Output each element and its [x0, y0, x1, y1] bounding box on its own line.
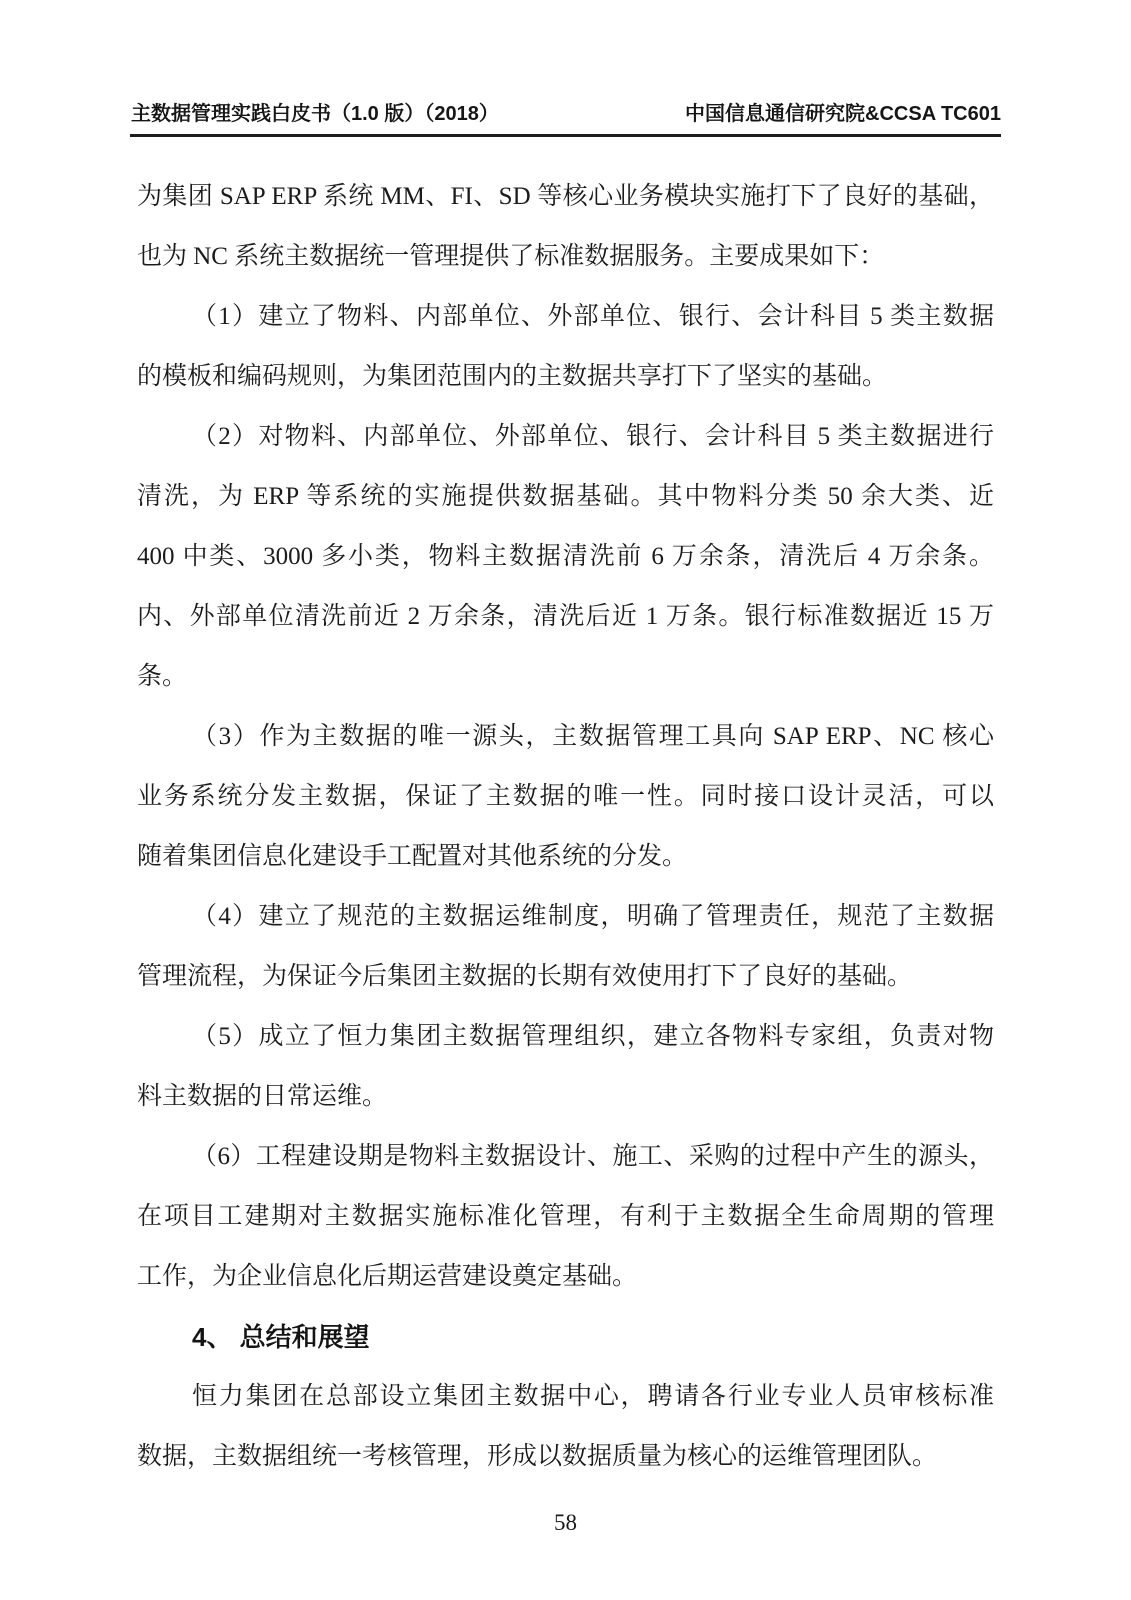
page-header: [131, 99, 1001, 129]
paragraph: [137, 707, 994, 887]
paragraph: [137, 167, 994, 287]
text-line: （4）建立了规范的主数据运维制度，明确了管理责任，规范了主数据: [192, 903, 994, 930]
text-line: 400 中类、3000 多小类，物料主数据清洗前 6 万余条，清洗后 4 万余条。: [137, 543, 994, 570]
text-line: 数据，主数据组统一考核管理，形成以数据质量为核心的运维管理团队。: [137, 1443, 938, 1470]
text-line: 在项目工建期对主数据实施标准化管理，有利于主数据全生命周期的管理: [137, 1203, 994, 1230]
paragraph: [137, 1127, 994, 1307]
text-line: 工作，为企业信息化后期运营建设奠定基础。: [137, 1263, 638, 1290]
text-line: 恒力集团在总部设立集团主数据中心，聘请各行业专业人员审核标准: [192, 1383, 994, 1410]
text-line: 随着集团信息化建设手工配置对其他系统的分发。: [137, 843, 688, 870]
text-line: 的模板和编码规则，为集团范围内的主数据共享打下了坚实的基础。: [137, 363, 888, 390]
text-line: 为集团 SAP ERP 系统 MM、FI、SD 等核心业务模块实施打下了良好的基础，: [137, 183, 994, 210]
text-line: （6）工程建设期是物料主数据设计、施工、采购的过程中产生的源头，: [192, 1143, 994, 1170]
paragraph: [137, 407, 994, 707]
text-line: （5）成立了恒力集团主数据管理组织，建立各物料专家组，负责对物: [192, 1023, 994, 1050]
paragraph: [137, 887, 994, 1007]
text-line: 料主数据的日常运维。: [137, 1083, 388, 1110]
text-line: 业务系统分发主数据，保证了主数据的唯一性。同时接口设计灵活，可以: [137, 783, 994, 810]
paragraph: [137, 1367, 994, 1487]
text-line: 条。: [137, 663, 188, 690]
header-divider: [130, 134, 1001, 137]
text-line: 清洗，为 ERP 等系统的实施提供数据基础。其中物料分类 50 余大类、近: [137, 483, 994, 510]
header-right-title: 中国信息通信研究院&CCSA TC601: [685, 103, 1001, 125]
text-line: （3）作为主数据的唯一源头，主数据管理工具向 SAP ERP、NC 核心: [192, 723, 994, 750]
text-line: 管理流程，为保证今后集团主数据的长期有效使用打下了良好的基础。: [137, 963, 913, 990]
page-number: 58: [554, 1510, 577, 1535]
page-body: [137, 167, 994, 1487]
page-footer: [0, 1506, 1131, 1540]
paragraph: [137, 287, 994, 407]
section-heading: 4、 总结和展望: [192, 1322, 370, 1352]
paragraph: [137, 1007, 994, 1127]
text-line: 内、外部单位清洗前近 2 万余条，清洗后近 1 万条。银行标准数据近 15 万: [137, 603, 994, 630]
text-line: （2）对物料、内部单位、外部单位、银行、会计科目 5 类主数据进行: [192, 423, 994, 450]
text-line: 也为 NC 系统主数据统一管理提供了标准数据服务。主要成果如下：: [137, 243, 885, 270]
header-left-title: 主数据管理实践白皮书（1.0 版）（2018）: [131, 103, 499, 125]
text-line: （1）建立了物料、内部单位、外部单位、银行、会计科目 5 类主数据: [192, 303, 994, 330]
